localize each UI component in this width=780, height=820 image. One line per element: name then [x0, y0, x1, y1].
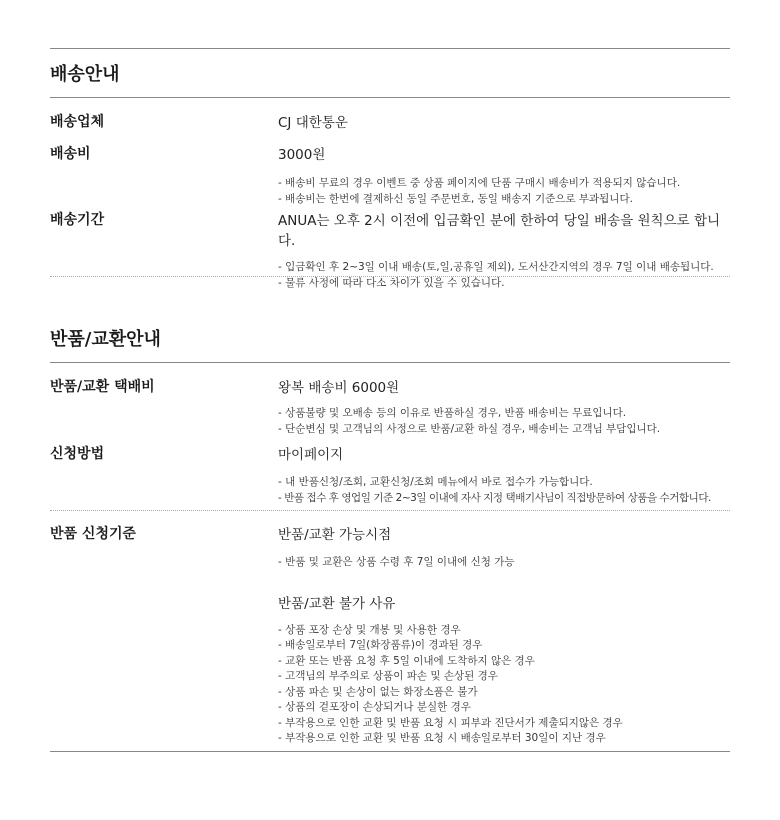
method-value: 마이페이지: [278, 447, 344, 463]
note-item: - 물류 사정에 따라 다소 차이가 있을 수 있습니다.: [278, 276, 505, 289]
note-item: - 배송일로부터 7일(화장품류)이 경과된 경우: [278, 639, 483, 651]
fee-row: [50, 143, 730, 207]
period-value: ANUA는 오후 2시 이전에 입금확인 분에 한하여 당일 배송을 원칙으로 합니다.: [278, 213, 721, 249]
return-fee-row: [50, 376, 730, 437]
return-fee-label: 반품/교환 택배비: [50, 379, 155, 395]
note-item: - 상품불량 및 오배송 등의 이유로 반품하실 경우, 반품 배송비는 무료입니다.: [278, 407, 627, 419]
possible-notes: [278, 555, 730, 571]
returns-title: 반품/교환안내: [50, 329, 161, 350]
returns-section-title: [50, 325, 730, 363]
note-item: - 배송비 무료의 경우 이벤트 중 상품 페이지에 단품 구매시 배송비가 적용되지 않습니다.: [278, 177, 681, 189]
method-label: 신청방법: [50, 446, 105, 462]
return-fee-value: 왕복 배송비 6000원: [278, 380, 400, 396]
shipping-title: 배송안내: [50, 64, 120, 85]
criteria-row: [50, 523, 730, 747]
fee-label: 배송비: [50, 146, 91, 162]
period-label: 배송기간: [50, 212, 105, 228]
note-item: - 교환 또는 반품 요청 후 5일 이내에 도착하지 않은 경우: [278, 654, 535, 667]
criteria-label: 반품 신청기준: [50, 526, 137, 542]
note-item: - 상품 파손 및 손상이 없는 화장소품은 불가: [278, 685, 478, 698]
method-row: [50, 443, 730, 506]
impossible-title: 반품/교환 불가 사유: [278, 595, 396, 612]
impossible-notes: [278, 623, 730, 747]
returns-bottom-line: [50, 751, 730, 752]
carrier-value: CJ 대한통운: [278, 115, 348, 131]
note-item: - 부작용으로 인한 교환 및 반품 요청 시 배송일로부터 30일이 지난 경우: [278, 732, 606, 744]
carrier-label: 배송업체: [50, 114, 105, 130]
note-item: - 내 반품신청/조회, 교환신청/조회 메뉴에서 바로 접수가 가능합니다.: [278, 476, 593, 488]
carrier-row: [50, 111, 730, 131]
period-row: [50, 209, 730, 291]
note-item: - 단순변심 및 고객님의 사정으로 반품/교환 하실 경우, 배송비는 고객님 부담입니다.: [278, 422, 661, 435]
note-item: - 배송비는 한번에 결제하신 동일 주문번호, 동일 배송지 기준으로 부과됩니다.: [278, 192, 633, 205]
note-item: - 고객님의 부주의로 상품이 파손 및 손상된 경우: [278, 670, 498, 682]
note-item: - 입금확인 후 2~3일 이내 배송(토,일,공휴일 제외), 도서산간지역의 경우 7일 이내 배송됩니다.: [278, 261, 714, 273]
possible-title: 반품/교환 가능시점: [278, 527, 392, 543]
fee-notes: [278, 176, 730, 207]
note-item: - 반품 및 교환은 상품 수령 후 7일 이내에 신청 가능: [278, 556, 515, 568]
fee-value: 3000원: [278, 147, 326, 163]
method-divider: [50, 510, 730, 511]
shipping-divider: [50, 276, 730, 277]
note-item: - 부작용으로 인한 교환 및 반품 요청 시 피부과 진단서가 제출되지않은 경우: [278, 716, 623, 729]
return-fee-notes: [278, 406, 730, 437]
shipping-section-title: [50, 48, 730, 98]
note-item: - 상품 포장 손상 및 개봉 및 사용한 경우: [278, 623, 461, 636]
note-item: - 반품 접수 후 영업일 기준 2~3일 이내에 자사 지정 택배기사님이 직접방문하여 상품을 수거합니다.: [278, 491, 711, 504]
note-item: - 상품의 겉포장이 손상되거나 분실한 경우: [278, 701, 471, 713]
method-notes: [278, 475, 730, 506]
